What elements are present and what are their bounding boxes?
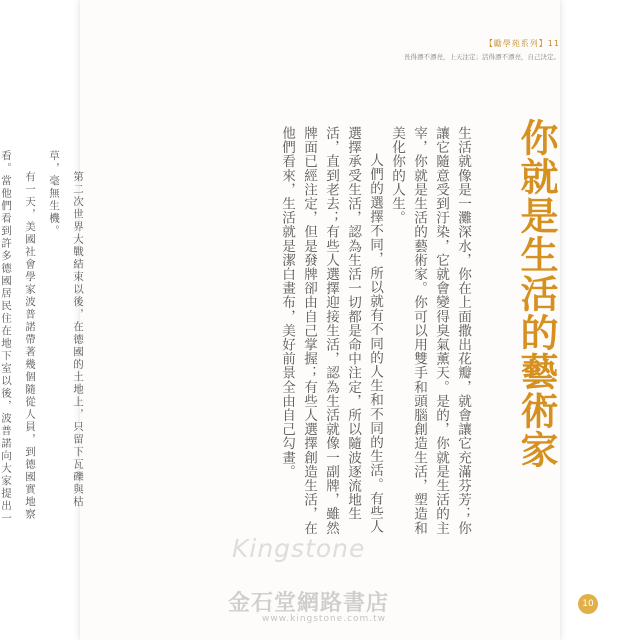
watermark-url: www.kingstone.com.tw (262, 614, 387, 624)
story-paragraph: 有一天，美國社會學家波普諾帶著幾個隨從人員，到德國實地察看。當他們看到許多德國居民住在地下室以後，波普諾向大家提出一 (0, 150, 36, 525)
series-header: 【勵學苑系列】11 (484, 39, 560, 48)
body-paragraph: 生活就像是一灘深水，你在上面撒出花瓣，就會讓它充滿芬芳；你讓它隨意受到汙染，它就會變得臭氣薰天。是的，你就是生活的主宰，你就是生活的藝術家。你可以用雙手和頭腦創造生活，塑造和美化你的人生。 (389, 126, 471, 535)
story-text (0, 150, 90, 530)
story-paragraph: 第二次世界大戰結束以後，在德國的土地上，只留下瓦礫與枯草，毫無生機。 (48, 150, 84, 509)
body-paragraph: 人們的選擇不同，所以就有不同的人生和不同的生活。有些人選擇承受生活，認為生活一切都是命中注定，所以隨波逐流地生活，直到老去；有些人選擇迎接生活，認為生活就像一副牌，雖然牌面已經注定，但是發牌卻由自己掌握；有些人選擇創造生活，在他們看來，生活就是潔白畫布，美好前景全由自己勾畫。 (279, 126, 383, 535)
body-text (276, 126, 474, 536)
page-number: 10 (578, 594, 598, 614)
watermark-chinese: 金石堂網路書店 (228, 590, 390, 616)
chapter-title: 你就是生活的藝術家 (514, 118, 558, 469)
watermark-brand: Kingstone (232, 534, 366, 563)
running-header: 長得漂不漂亮，上天注定；活得漂不漂亮，自己決定。 (404, 53, 560, 61)
